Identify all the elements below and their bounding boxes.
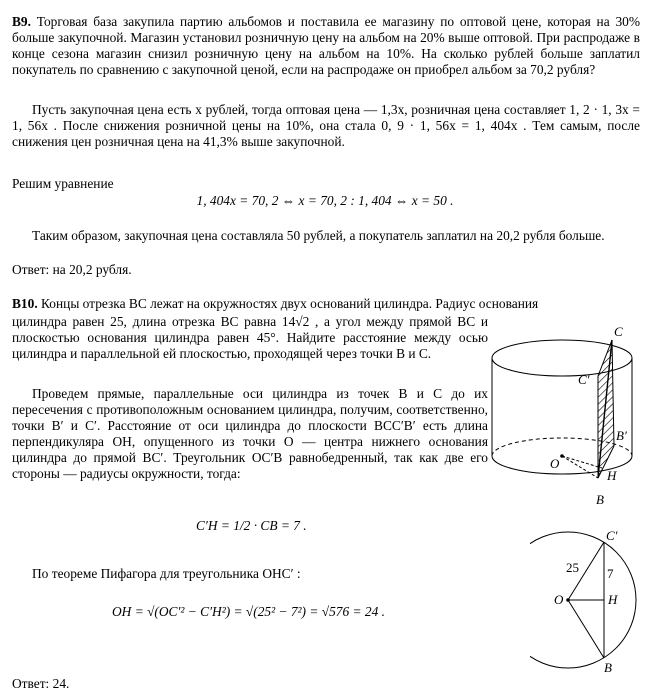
- label-b-2d: B: [604, 660, 612, 675]
- label-7: 7: [607, 566, 614, 581]
- b10-problem-rest: цилиндра равен 25, длина отрезка BC равна 14√2 , а угол между прямой BC и плоскостью основания цилиндра равен 45°. Найдите расстояние между осью цилиндра и параллельной ей плоскостью, проходящей через точки B и C.: [12, 314, 488, 361]
- label-c: C: [614, 324, 623, 339]
- point-o-2d: [566, 598, 570, 602]
- b9-solve-label: Решим уравнение: [12, 176, 114, 191]
- label-b-prime: B′: [616, 428, 627, 443]
- label-c-prime-2d: C′: [606, 528, 618, 543]
- label-o: O: [550, 456, 560, 471]
- cylinder-figure: [486, 318, 646, 518]
- label-h-2d: H: [608, 592, 618, 607]
- b10-answer: Ответ: 24.: [12, 676, 70, 691]
- b10-number: B10.: [12, 296, 38, 311]
- b10-pythagoras-label: По теореме Пифагора для треугольника OHC′ :: [32, 566, 301, 581]
- label-h: H: [607, 468, 617, 483]
- b10-solution: Проведем прямые, параллельные оси цилиндра из точек B и C до их пересечения с противоположным основанием цилиндра, получим, соответственно, точки B′ и C′. Расстояние от оси цилиндра до плоскости BCC′B′ есть длина перпендикуляра OH, опущенного из точки O — центра нижнего основания цилиндра до прямой BC′. Треугольник OC′B равнобедренный, так как две его стороны — радиусы окружности, тогда:: [12, 386, 488, 481]
- b9-equation: 1, 404x = 70, 2 ⇔ x = 70, 2 : 1, 404 ⇔ x = 50 .: [196, 193, 454, 208]
- b10-problem-first-line: [12, 296, 640, 312]
- label-b: B: [596, 492, 604, 507]
- b9-number: B9.: [12, 14, 31, 29]
- point-o: [560, 454, 564, 458]
- segment-oh: [562, 456, 602, 468]
- b9-answer: Ответ: на 20,2 рубля.: [12, 262, 132, 277]
- label-c-prime: C′: [578, 372, 590, 387]
- radius-ob: [568, 600, 604, 658]
- b9-conclusion: Таким образом, закупочная цена составляла 50 рублей, а покупатель заплатил на 20,2 рубля больше.: [32, 228, 605, 243]
- b10-formula-2: OH = √(OC′² − C′H²) = √(25² − 7²) = √576 = 24 .: [112, 604, 385, 619]
- segment-ob: [562, 456, 598, 478]
- b10-problem-first-text: Концы отрезка BC лежат на окружностях двух оснований цилиндра. Радиус основания: [41, 296, 539, 311]
- b10-formula-1: C′H = 1/2 · CB = 7 .: [196, 518, 307, 533]
- b9-solution: Пусть закупочная цена есть x рублей, тогда оптовая цена — 1,3x, розничная цена составляет 1, 2 · 1, 3x = 1, 56x . После снижения розничной цены на 10%, она стала 0, 9 · 1, 56x = 1, 404x . Тем самым, после снижения цен розничная цена на 41,3% выше закупочной.: [12, 102, 640, 149]
- label-o-2d: O: [554, 592, 564, 607]
- label-25: 25: [566, 560, 579, 575]
- circle-figure: [530, 520, 646, 686]
- b9-problem: [12, 14, 640, 78]
- b9-problem-text: Торговая база закупила партию альбомов и поставила ее магазину по оптовой цене, которая на 30% больше закупочной. Магазин установил розничную цену на альбом на 20% выше оптовой. При распродаже в конце сезона магазин снизил розничную цену на альбом на 10%. На сколько рублей больше заплатил покупатель по сравнению с закупочной ценой, если на распродаже он приобрел альбом за 70,2 рубля?: [12, 14, 640, 77]
